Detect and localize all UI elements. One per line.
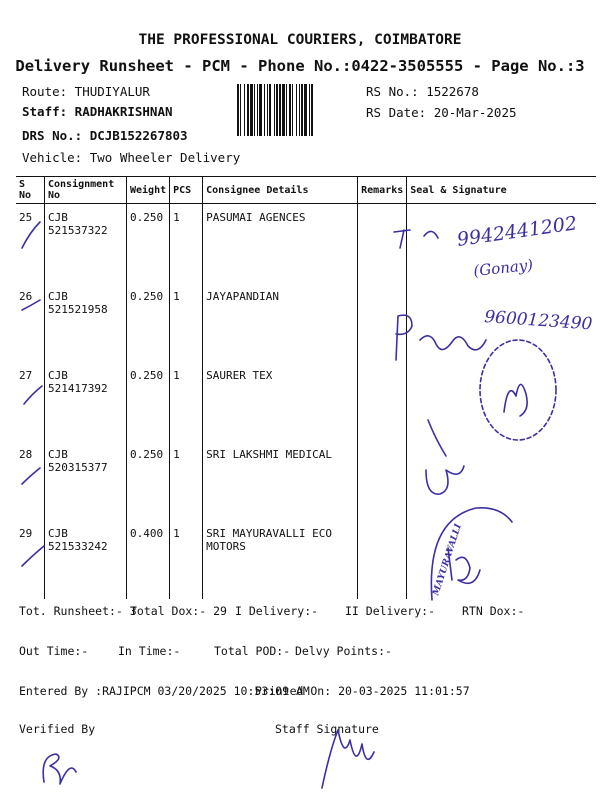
cell-signature — [407, 362, 596, 441]
barcode-bar — [274, 84, 275, 136]
footer-delvy-points: Delvy Points:- — [295, 644, 392, 658]
cell-consignment: CJB 520315377 — [45, 441, 127, 520]
cell-sno: 26 — [19, 290, 33, 303]
cell-sno: 25 — [19, 211, 33, 224]
table-row — [16, 204, 596, 284]
cell-weight: 0.250 — [127, 362, 170, 441]
cell-consignee: SRI LAKSHMI MEDICAL — [203, 441, 358, 520]
stamp-label: MAYURAVALLI — [431, 522, 464, 597]
rs-number: RS No.: 1522678 — [366, 84, 479, 99]
footer-ii-delivery: II Delivery:- — [345, 604, 436, 618]
cell-signature — [407, 441, 596, 520]
cell-pcs: 1 — [170, 362, 203, 441]
cell-sno: 28 — [19, 448, 33, 461]
col-header-sno: S No — [16, 177, 45, 204]
col-header-pcs: PCS — [170, 177, 203, 204]
barcode-bar — [301, 84, 303, 136]
barcode-bar — [289, 84, 291, 136]
col-header-weight: Weight — [127, 177, 170, 204]
cell-pcs: 1 — [170, 204, 203, 284]
footer-out-time: Out Time:- — [19, 644, 89, 658]
cell-consignment: CJB 521417392 — [45, 362, 127, 441]
runsheet-table — [16, 176, 596, 599]
footer-printed-on: Printed On: 20-03-2025 11:01:57 — [255, 684, 470, 698]
cell-weight: 0.400 — [127, 520, 170, 599]
barcode-bar — [264, 84, 265, 136]
cell-consignee: SAURER TEX — [203, 362, 358, 441]
rs-date: RS Date: 20-Mar-2025 — [366, 105, 517, 120]
col-header-consignee: Consignee Details — [203, 177, 358, 204]
footer-in-time: In Time:- — [118, 644, 181, 658]
page-subtitle: Delivery Runsheet - PCM - Phone No.:0422-3505555 - Page No.:3 — [15, 57, 585, 75]
col-header-consignment: Consignment No — [45, 177, 127, 204]
barcode-bar — [282, 84, 285, 136]
verifier-signature — [43, 754, 76, 784]
cell-consignment: CJB 521537322 — [45, 204, 127, 284]
cell-consignee: PASUMAI AGENCES — [203, 204, 358, 284]
cell-signature — [407, 520, 596, 599]
barcode-bar — [267, 84, 268, 136]
barcode-bar — [279, 84, 281, 136]
barcode-bar — [240, 84, 241, 136]
barcode — [236, 84, 358, 136]
cell-pcs: 1 — [170, 283, 203, 362]
cell-signature — [407, 204, 596, 284]
drs-number: DRS No.: DCJB152267803 — [22, 128, 188, 143]
cell-remarks — [358, 441, 407, 520]
table-row — [16, 283, 596, 362]
barcode-bar — [269, 84, 271, 136]
table-row — [16, 441, 596, 520]
cell-sno: 29 — [19, 527, 33, 540]
route-label: Route: THUDIYALUR — [22, 84, 150, 99]
cell-remarks — [358, 362, 407, 441]
cell-consignee: SRI MAYURAVALLI ECO MOTORS — [203, 520, 358, 599]
col-header-seal-signature: Seal & Signature — [407, 177, 596, 204]
barcode-bar — [276, 84, 278, 136]
footer-rtn-dox: RTN Dox:- — [462, 604, 525, 618]
cell-consignee: JAYAPANDIAN — [203, 283, 358, 362]
barcode-bar — [247, 84, 249, 136]
vehicle-label: Vehicle: Two Wheeler Delivery — [22, 150, 241, 165]
barcode-bar — [237, 84, 239, 136]
table-row — [16, 520, 596, 599]
cell-sno: 27 — [19, 369, 33, 382]
cell-remarks — [358, 283, 407, 362]
cell-remarks — [358, 520, 407, 599]
cell-weight: 0.250 — [127, 204, 170, 284]
col-header-remarks: Remarks — [358, 177, 407, 204]
footer-i-delivery: I Delivery:- — [235, 604, 319, 618]
staff-label: Staff: RADHAKRISHNAN — [22, 104, 173, 119]
cell-signature — [407, 283, 596, 362]
table-header-row — [16, 177, 596, 204]
handwritten-note: (Gonay) — [472, 255, 534, 280]
cell-weight: 0.250 — [127, 283, 170, 362]
cell-pcs: 1 — [170, 441, 203, 520]
barcode-bar — [299, 84, 300, 136]
footer-entered-by: Entered By :RAJIPCM 03/20/2025 10:53:09 AM — [19, 684, 310, 698]
barcode-bar — [309, 84, 310, 136]
footer-total-dox: Total Dox:- 29 — [130, 604, 227, 618]
staff-signature-scribble — [322, 730, 374, 788]
barcode-bar — [257, 84, 258, 136]
barcode-bar — [286, 84, 287, 136]
table-row — [16, 362, 596, 441]
footer-total-pod: Total POD:- — [214, 644, 291, 658]
barcode-bar — [296, 84, 297, 136]
handwritten-phone: 9942441202 — [455, 212, 579, 251]
barcode-bar — [259, 84, 262, 136]
page-title: THE PROFESSIONAL COURIERS, COIMBATORE — [138, 32, 462, 48]
cell-pcs: 1 — [170, 520, 203, 599]
cell-consignment: CJB 521533242 — [45, 520, 127, 599]
footer-verified-by: Verified By — [19, 722, 96, 736]
footer-total-runsheet: Tot. Runsheet:- 3 — [19, 604, 137, 618]
footer-staff-signature: Staff Signature — [275, 722, 379, 736]
barcode-bar — [311, 84, 313, 136]
barcode-bar — [244, 84, 245, 136]
barcode-bar — [304, 84, 307, 136]
barcode-bar — [250, 84, 253, 136]
cell-consignment: CJB 521521958 — [45, 283, 127, 362]
barcode-bar — [254, 84, 255, 136]
cell-remarks — [358, 204, 407, 284]
handwritten-phone: 9600123490 — [483, 307, 593, 335]
cell-weight: 0.250 — [127, 441, 170, 520]
barcode-bar — [292, 84, 293, 136]
